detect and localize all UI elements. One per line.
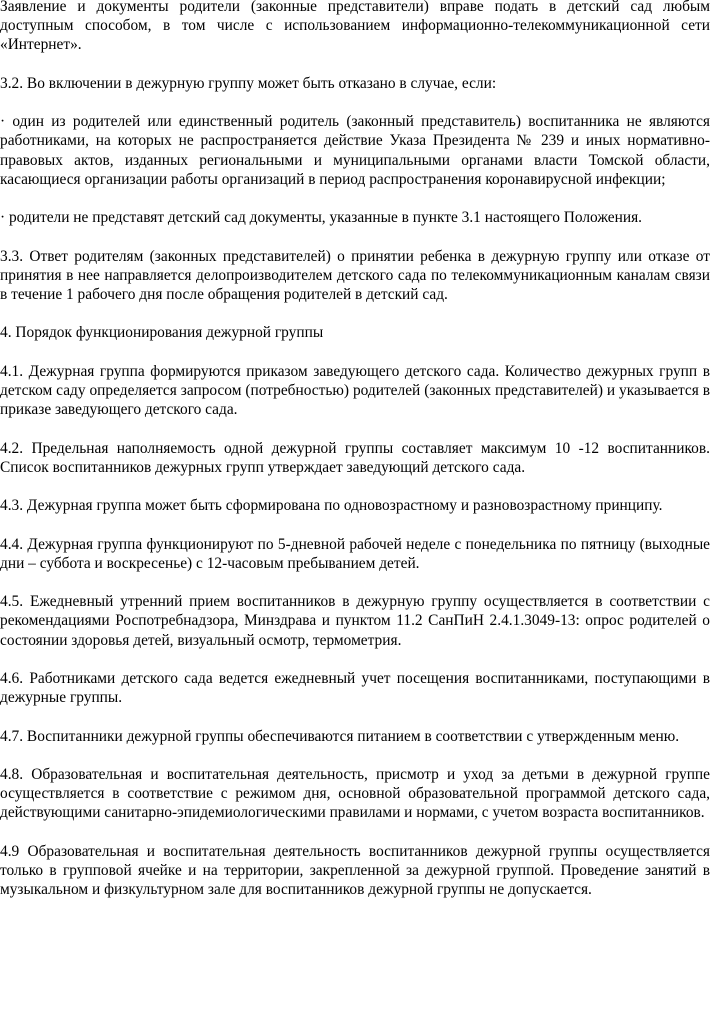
paragraph-bullet-parents-not-workers: · один из родителей или единственный родитель (законный представитель) воспитанника не являются работниками, на которых не распространяется действие Указа Президента № 239 и иных нормативно-правовых актов, изданных региональными и муниципальными органами власти Томской области, касающиеся организации работы организаций в период распространения коронавирусной инфекции; [0, 113, 710, 188]
paragraph-4-5: 4.5. Ежедневный утренний прием воспитанников в дежурную группу осуществляется в соответствии с рекомендациями Роспотребнадзора, Минздрава и пунктом 11.2 СанПиН 2.4.1.3049-13: опрос родителей о состоянии здоровья детей, визуальный осмотр, термометрия. [0, 593, 710, 649]
paragraph-4-3: 4.3. Дежурная группа может быть сформирована по одновозрастному и разновозрастному принципу. [0, 497, 663, 515]
paragraph-4-6: 4.6. Работниками детского сада ведется ежедневный учет посещения воспитанниками, поступающими в дежурные группы. [0, 669, 710, 707]
paragraph-4-7: 4.7. Воспитанники дежурной группы обеспечиваются питанием в соответствии с утвержденным меню. [0, 727, 680, 745]
paragraph-4-8: 4.8. Образовательная и воспитательная деятельность, присмотр и уход за детьми в дежурной группе осуществляется в соответствие с режимом дня, основной образовательной программой детского сада, действующими санитарно-эпидемиологическими правилами и нормами, с учетом возраста воспитанников. [0, 765, 710, 822]
paragraph-bullet-documents-missing: · родители не представят детский сад документы, указанные в пункте 3.1 настоящего Положения. [0, 209, 643, 227]
paragraph-application-documents: Заявление и документы родители (законные представители) вправе подать в детский сад любым доступным способом, в том числе с использованием информационно-телекоммуникационной сети «Интернет». [0, 0, 710, 54]
section-heading-4: 4. Порядок функционирования дежурной группы [0, 324, 324, 342]
paragraph-4-2: 4.2. Предельная наполняемость одной дежурной группы составляет максимум 10 -12 воспитанников. Список воспитанников дежурных групп утверждает заведующий детского сада. [0, 439, 710, 476]
paragraph-3-2: 3.2. Во включении в дежурную группу может быть отказано в случае, если: [0, 74, 497, 92]
paragraph-3-3: 3.3. Ответ родителям (законных представителей) о принятии ребенка в дежурную группу или отказе от принятия в нее направляется делопроизводителем детского сада по телекоммуникационным каналам связи в течение 1 рабочего дня после обращения родителей в детский сад. [0, 247, 710, 303]
paragraph-4-1: 4.1. Дежурная группа формируются приказом заведующего детского сада. Количество дежурных групп в детском саду определяется запросом (потребностью) родителей (законных представителей) и указывается в приказе заведующего детского сада. [0, 362, 710, 419]
paragraph-4-4: 4.4. Дежурная группа функционируют по 5-дневной рабочей неделе с понедельника по пятницу (выходные дни – суббота и воскресенье) с 12-часовым пребыванием детей. [0, 535, 710, 572]
paragraph-4-9: 4.9 Образовательная и воспитательная деятельность воспитанников дежурной группы осуществляется только в групповой ячейке и на территории, закрепленной за дежурной группой. Проведение занятий в музыкальном и физкультурном зале для воспитанников дежурной группы не допускается. [0, 842, 710, 899]
